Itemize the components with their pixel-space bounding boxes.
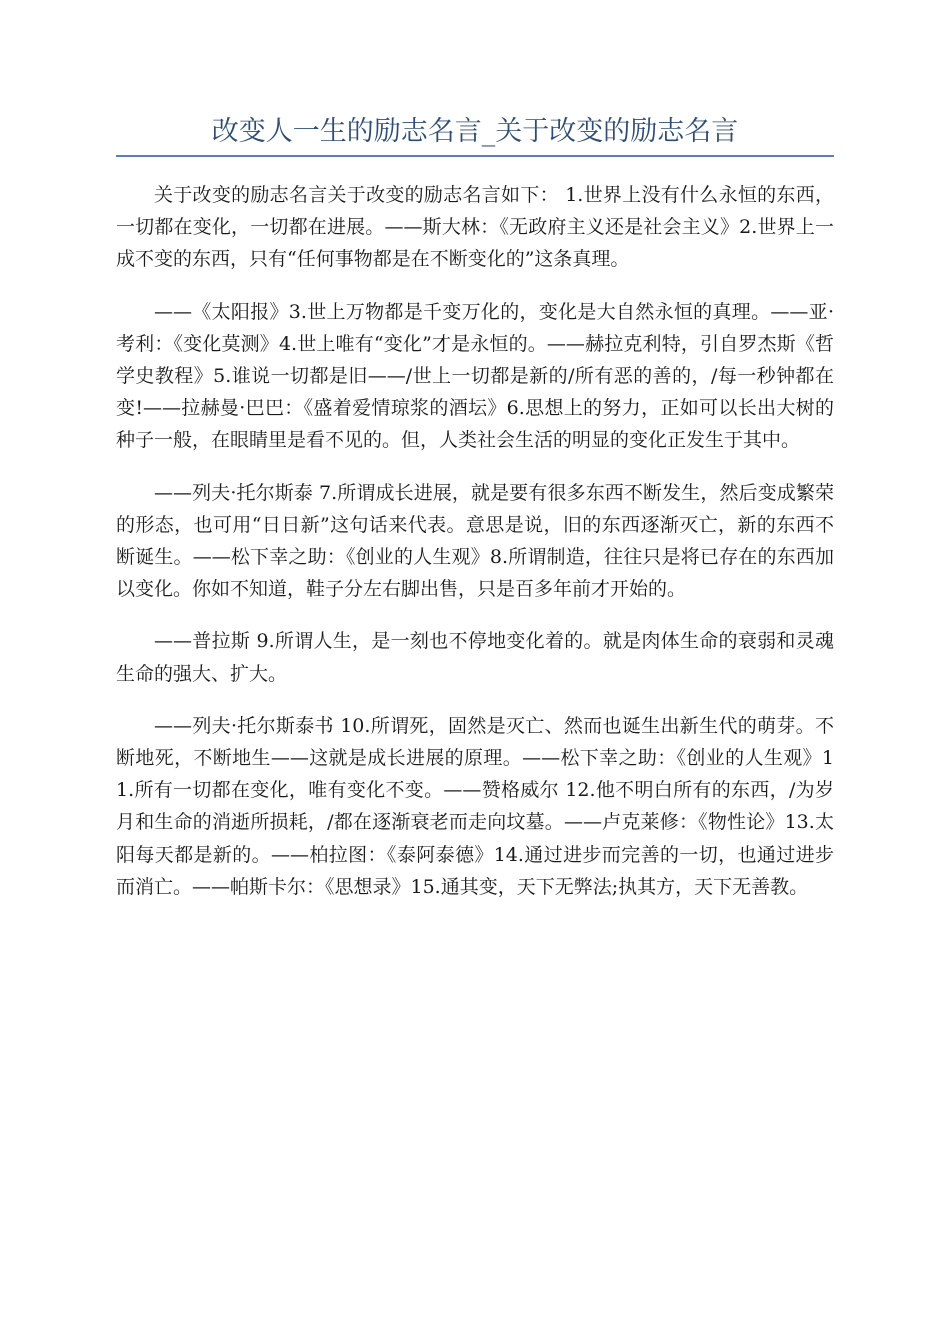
document-title: 改变人一生的励志名言_关于改变的励志名言 — [211, 116, 739, 147]
paragraph-2: ——《太阳报》3.世上万物都是千变万化的，变化是大自然永恒的真理。——亚·考利：《变化莫测》4.世上唯有“变化”才是永恒的。——赫拉克利特，引自罗杰斯《哲学史教程》5.谁说一切都是旧——/世上一切都是新的/所有恶的善的，/每一秒钟都在变!——拉赫曼·巴巴：《盛着爱情琼浆的酒坛》6.思想上的努力，正如可以长出大树的种子一般，在眼睛里是看不见的。但，人类社会生活的明显的变化正发生于其中。 — [116, 300, 834, 452]
document-body — [116, 179, 834, 903]
paragraph-3: ——列夫·托尔斯泰 7.所谓成长进展，就是要有很多东西不断发生，然后变成繁荣的形态，也可用“日日新”这句话来代表。意思是说，旧的东西逐渐灭亡，新的东西不断诞生。——松下幸之助：《创业的人生观》8.所谓制造，往往只是将已存在的东西加以变化。你如不知道，鞋子分左右脚出售，只是百多年前才开始的。 — [116, 481, 834, 601]
title-underline — [116, 155, 834, 157]
document-page — [116, 112, 834, 923]
paragraph-1: 关于改变的励志名言关于改变的励志名言如下： 1.世界上没有什么永恒的东西，一切都在变化，一切都在进展。——斯大林：《无政府主义还是社会主义》2.世界上一成不变的东西，只有“任何事物都是在不断变化的”这条真理。 — [116, 184, 834, 271]
paragraph-5: ——列夫·托尔斯泰书 10.所谓死，固然是灭亡、然而也诞生出新生代的萌芽。不断地死，不断地生——这就是成长进展的原理。——松下幸之助：《创业的人生观》11.所有一切都在变化，唯有变化不变。——赞格威尔 12.他不明白所有的东西，/为岁月和生命的消逝所损耗，/都在逐渐衰老而走向坟墓。——卢克莱修：《物性论》13.太阳每天都是新的。——柏拉图：《泰阿泰德》14.通过进步而完善的一切，也通过进步而消亡。——帕斯卡尔：《思想录》15.通其变，天下无弊法;执其方，天下无善教。 — [116, 714, 834, 898]
paragraph-4: ——普拉斯 9.所谓人生，是一刻也不停地变化着的。就是肉体生命的衰弱和灵魂生命的强大、扩大。 — [116, 630, 834, 685]
